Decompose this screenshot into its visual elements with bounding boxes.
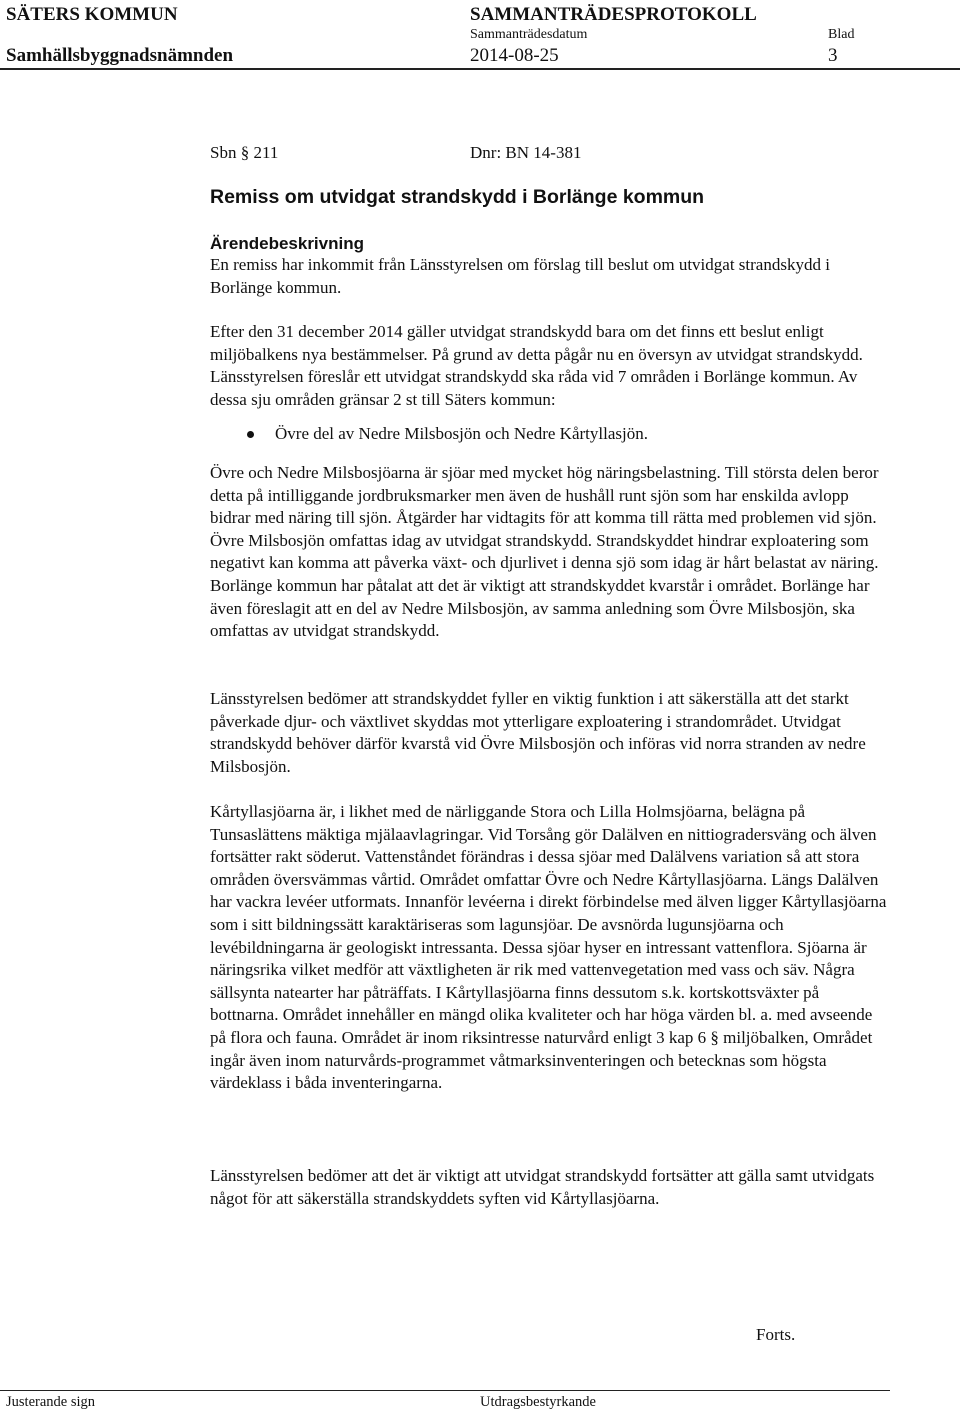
case-dnr: Dnr: BN 14-381 <box>470 143 582 162</box>
paragraph-4: Länsstyrelsen bedömer att strandskyddet fyller en viktig funktion i att säkerställa att det starkt påverkade djur- och växtlivet skyddas mot ytterligare exploatering i strandområdet. Utvidgat strandskydd behöver därför kvarstå vid Övre Milsbosjön och införas vid norra stranden av nedre Milsbosjön. <box>210 689 866 776</box>
bullet-icon <box>247 431 254 438</box>
paragraph-6: Länsstyrelsen bedömer att det är viktigt att utvidgat strandskydd fortsätter att gälla samt utvidgats något för att säkerställa strandskyddets syften vid Kårtyllasjöarna. <box>210 1166 875 1208</box>
page-label: Blad <box>828 27 855 42</box>
document-type: SAMMANTRÄDESPROTOKOLL <box>470 4 757 25</box>
date-label: Sammanträdesdatum <box>470 27 588 42</box>
paragraph-1: En remiss har inkommit från Länsstyrelsen om förslag till beslut om utvidgat strandskydd i Borlänge kommun. <box>210 255 830 297</box>
section-number: Sbn § 211 <box>210 143 279 162</box>
header-rule <box>0 68 960 70</box>
footer-rule <box>0 1390 890 1391</box>
meeting-date: 2014-08-25 <box>470 45 559 66</box>
bullet-item: Övre del av Nedre Milsbosjön och Nedre Kårtyllasjön. <box>275 424 648 443</box>
section-subheading: Ärendebeskrivning <box>210 234 364 253</box>
continued-label: Forts. <box>756 1325 796 1344</box>
org-name: SÄTERS KOMMUN <box>6 4 178 25</box>
case-title: Remiss om utvidgat strandskydd i Borlänge kommun <box>210 186 705 208</box>
paragraph-2: Efter den 31 december 2014 gäller utvidgat strandskydd bara om det finns ett beslut enligt miljöbalkens nya bestämmelser. På grund av detta pågår nu en översyn av utvidgat strandskydd. Länsstyrelsen föreslår ett utvidgat strandskydd ska råda vid 7 områden i Borlänge kommun. Av dessa sju områden gränsar 2 st till Säters kommun: <box>210 322 863 409</box>
footer-extract-label: Utdragsbestyrkande <box>480 1394 596 1410</box>
paragraph-3: Övre och Nedre Milsbosjöarna är sjöar med mycket hög näringsbelastning. Till största delen beror detta på intilliggande jordbruksmarker men även de hushåll runt sjön som har enskilda avlopp bidrar med näring till sjön. Åtgärder har vidtagits för att komma till rätta med problemen vid sjön. Övre Milsbosjön omfattas idag av utvidgat strandskydd. Strandskyddet hindrar exploatering som negativt kan komma att påverka växt- och djurlivet i denna sjö som idag är hårt belastat av näring. Borlänge kommun har påtalat att det är viktigt att strandskyddet kvarstår i området. Borlänge har även föreslagit att en del av Nedre Milsbosjön, av samma anledning som Övre Milsbosjön, ska omfattas av utvidgat strandskydd. <box>210 463 879 641</box>
paragraph-5: Kårtyllasjöarna är, i likhet med de närliggande Stora och Lilla Holmsjöarna, belägna på Tunsaslättens mäktiga mjälaavlagringar. Vid Torsång gör Dalälven en nittiogradersväng och älven fortsätter rakt söderut. Vattenståndet förändras i dessa sjöar med Dalälvens variation så att stora områden översvämmas vårtid. Området omfattar Övre och Nedre Kårtyllasjöarna. Längs Dalälven har vackra levéer utformats. Innanför levéerna i direkt förbindelse med älven ligger Kårtyllasjöarna som i sitt bildningssätt karaktäriseras som lagunsjöar. De avsnörda lugunsjöarna och levébildningarna är geologiskt intressanta. Dessa sjöar hyser en intressant vattenflora. Sjöarna är näringsrika vilket medför att växtligheten är rik med vattenvegetation med vass och säv. Några sällsynta natearter har påträffats. I Kårtyllasjöarna finns dessutom s.k. kortskottsväxter på bottnarna. Området innehåller en mängd olika kvaliteter och har höga värden bl. a. med avseende på flora och fauna. Området är inom riksintresse naturvård enligt 3 kap 6 § miljöbalken, Området ingår även inom naturvårds-programmet våtmarksinventeringen och betecknas som högsta värdeklass i båda inventeringarna. <box>210 802 887 1093</box>
footer-sign-label: Justerande sign <box>6 1394 95 1410</box>
committee-name: Samhällsbyggnadsnämnden <box>6 45 234 66</box>
page-number: 3 <box>828 45 838 66</box>
